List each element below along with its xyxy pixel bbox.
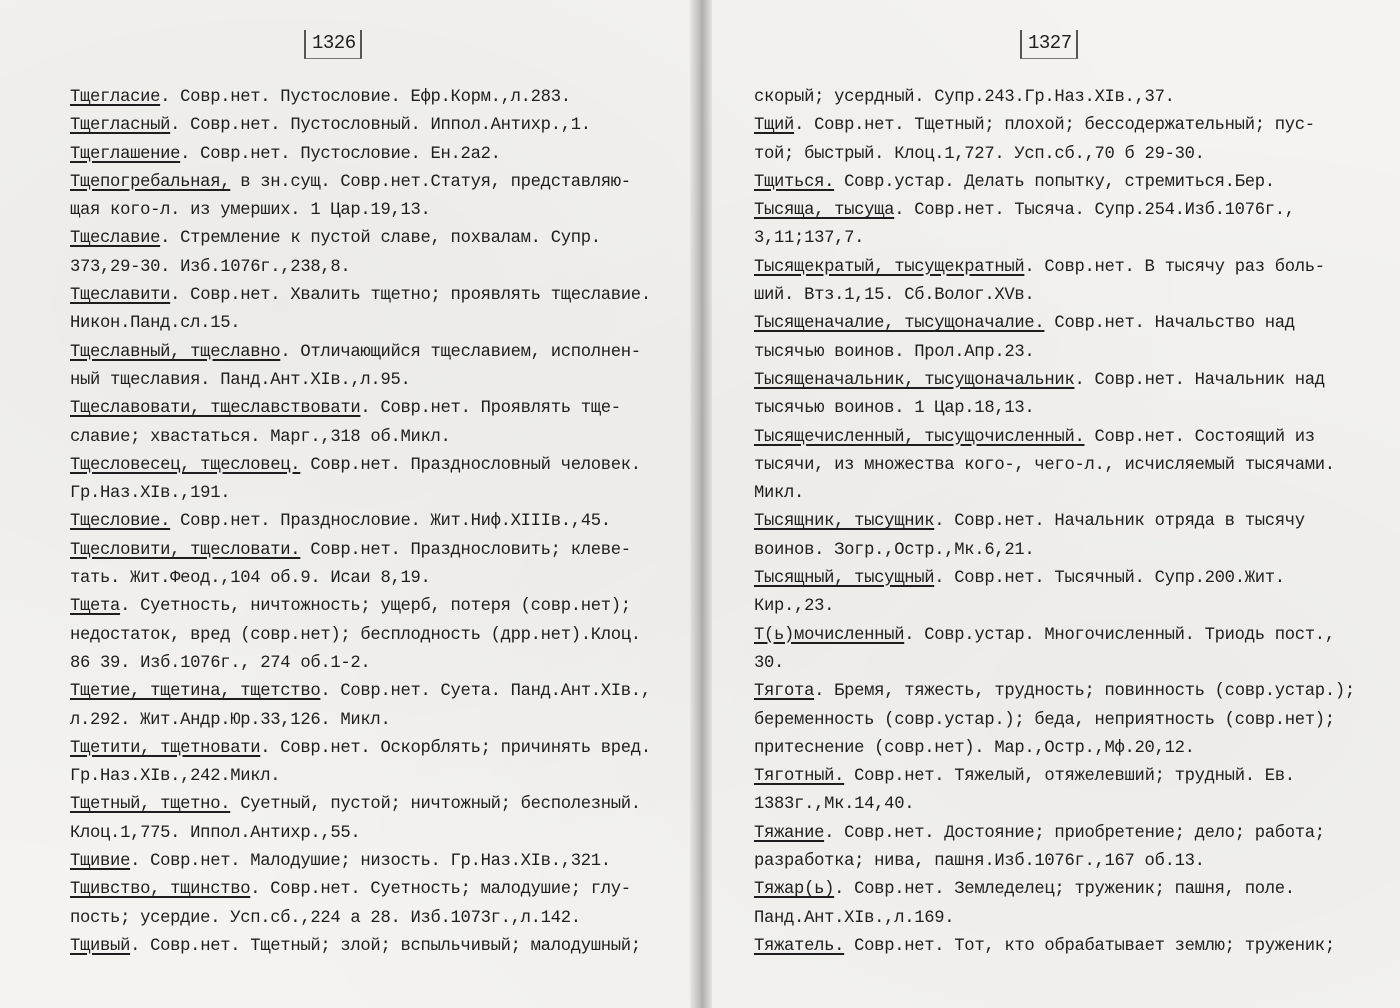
dictionary-line xyxy=(754,141,1394,169)
dictionary-line xyxy=(70,593,680,621)
dictionary-line xyxy=(70,339,680,367)
entry-text: . Совр.нет. Суета. Панд.Ант.XIв., xyxy=(320,682,651,702)
entry-text: . Совр.нет. Тщетный; злой; вспыльчивый; малодушный; xyxy=(130,936,641,956)
right-page-text xyxy=(754,84,1394,961)
entry-text: . Совр.нет. Пустословие. Ефр.Корм.,л.283. xyxy=(160,88,571,107)
headword: Тысящечисленный, тысущочисленный. xyxy=(754,427,1085,447)
headword: Тщесловие. xyxy=(70,512,171,532)
dictionary-line xyxy=(70,310,680,338)
headword: Тщивство, тщинство xyxy=(70,880,251,900)
headword: Тщеславити xyxy=(70,286,171,306)
dictionary-line xyxy=(754,169,1394,197)
dictionary-line xyxy=(754,310,1394,338)
headword: Тщегласный xyxy=(70,116,171,136)
entry-text: пость; усердие. Усп.сб.,224 а 28. Изб.1073г.,л.142. xyxy=(70,908,581,928)
dictionary-line xyxy=(70,820,680,848)
entry-text: тысячи, из множества кого-, чего-л., исчисляемый тысячами. xyxy=(754,455,1335,475)
dictionary-line xyxy=(754,508,1394,536)
dictionary-line xyxy=(70,452,680,480)
entry-text: . Совр.нет. Тщетный; плохой; бессодержательный; пус- xyxy=(794,116,1315,136)
headword: Тысящник, тысущник xyxy=(754,512,935,532)
dictionary-line xyxy=(754,537,1394,565)
entry-text: тысячью воинов. Прол.Апр.23. xyxy=(754,342,1035,362)
dictionary-line xyxy=(754,225,1394,253)
dictionary-line xyxy=(754,367,1394,395)
entry-text: . Совр.нет. Проявлять тще- xyxy=(360,399,621,419)
dictionary-line xyxy=(70,480,680,508)
headword: Тщетити, тщетновати xyxy=(70,738,261,758)
dictionary-line xyxy=(754,791,1394,819)
headword: Тщивие xyxy=(70,852,131,872)
dictionary-line xyxy=(754,112,1394,140)
dictionary-line xyxy=(70,141,680,169)
dictionary-line xyxy=(754,84,1394,112)
dictionary-line xyxy=(70,508,680,536)
headword: Тяготный. xyxy=(754,767,845,787)
entry-text: . Совр.нет. Достояние; приобретение; дело; работа; xyxy=(824,823,1325,843)
dictionary-line xyxy=(70,848,680,876)
dictionary-line xyxy=(70,565,680,593)
entry-text: скорый; усердный. Супр.243.Гр.Наз.XIв.,37. xyxy=(754,88,1175,107)
entry-text: . Совр.нет. Тысяча. Супр.254.Изб.1076г., xyxy=(894,201,1295,221)
dictionary-line xyxy=(754,707,1394,735)
headword: Тщесловити, тщесловати. xyxy=(70,540,301,560)
headword: Тысящекратый, тысущекратный xyxy=(754,257,1025,277)
entry-text: . Совр.устар. Многочисленный. Триодь пост., xyxy=(904,625,1335,645)
entry-text: . Совр.нет. Оскорблять; причинять вред. xyxy=(260,738,651,758)
entry-text: Совр.нет. Празднословие. Жит.Ниф.XIIIв.,45. xyxy=(170,512,611,532)
dictionary-line xyxy=(70,367,680,395)
dictionary-line xyxy=(70,763,680,791)
entry-text: притеснение (совр.нет). Мар.,Остр.,Мф.20,12. xyxy=(754,738,1195,758)
dictionary-line xyxy=(70,933,680,961)
dictionary-line xyxy=(754,735,1394,763)
headword: Тщеславовати, тщеславствовати xyxy=(70,399,361,419)
entry-text: Совр.нет. Начальство над xyxy=(1044,314,1295,334)
entry-text: . Совр.нет. Хвалить тщетно; проявлять тщеславие. xyxy=(170,286,651,306)
entry-text: . Совр.нет. Пустословный. Иппол.Антихр.,1. xyxy=(170,116,591,136)
page-number: 1327 xyxy=(1020,30,1078,59)
dictionary-line xyxy=(70,537,680,565)
dictionary-line xyxy=(70,112,680,140)
dictionary-line xyxy=(70,254,680,282)
dictionary-line xyxy=(754,876,1394,904)
dictionary-line xyxy=(754,650,1394,678)
entry-text: щая кого-л. из умерших. 1 Цар.19,13. xyxy=(70,201,431,221)
headword: Тщеславие xyxy=(70,229,161,249)
dictionary-line xyxy=(754,848,1394,876)
entry-text: ный тщеславия. Панд.Ант.XIв.,л.95. xyxy=(70,370,411,390)
headword: Тщета xyxy=(70,597,121,617)
dictionary-line xyxy=(754,905,1394,933)
dictionary-line xyxy=(754,622,1394,650)
dictionary-line xyxy=(754,480,1394,508)
headword: Тяжатель. xyxy=(754,936,845,956)
headword: Тщиться. xyxy=(754,172,835,192)
entry-text: беременность (совр.устар.); беда, неприятность (совр.нет); xyxy=(754,710,1335,730)
entry-text: в зн.сущ. Совр.нет.Статуя, представляю- xyxy=(230,172,631,192)
left-page-text xyxy=(70,84,680,961)
entry-text: разработка; нива, пашня.Изб.1076г.,167 об.13. xyxy=(754,852,1205,872)
dictionary-line xyxy=(754,339,1394,367)
dictionary-line xyxy=(70,395,680,423)
headword: Тщеглашение xyxy=(70,144,181,164)
headword: Тяжар(ь) xyxy=(754,880,835,900)
dictionary-line xyxy=(70,707,680,735)
entry-text: Совр.нет. Празднословный человек. xyxy=(300,455,641,475)
entry-text: . Совр.нет. Начальник над xyxy=(1074,370,1325,390)
entry-text: Панд.Ант.XIв.,л.169. xyxy=(754,908,955,928)
headword: Тысяща, тысуща xyxy=(754,201,895,221)
dictionary-line xyxy=(70,678,680,706)
headword: Тщегласие xyxy=(70,88,161,107)
entry-text: Кир.,23. xyxy=(754,597,835,617)
dictionary-line xyxy=(70,735,680,763)
dictionary-line xyxy=(754,424,1394,452)
entry-text: . Совр.нет. В тысячу раз боль- xyxy=(1024,257,1325,277)
entry-text: 373,29-30. Изб.1076г.,238,8. xyxy=(70,257,351,277)
dictionary-line xyxy=(70,197,680,225)
headword: Тщивый xyxy=(70,936,131,956)
entry-text: 86 39. Изб.1076г., 274 об.1-2. xyxy=(70,653,371,673)
book-gutter xyxy=(690,0,712,1008)
dictionary-line xyxy=(70,622,680,650)
headword: Тягота xyxy=(754,682,815,702)
right-page xyxy=(712,0,1400,1008)
headword: Т(ь)мочисленный xyxy=(754,625,905,645)
entry-text: Никон.Панд.сл.15. xyxy=(70,314,241,334)
headword: Тщеславный, тщеславно xyxy=(70,342,281,362)
dictionary-line xyxy=(754,254,1394,282)
entry-text: . Совр.нет. Начальник отряда в тысячу xyxy=(934,512,1305,532)
headword: Тысященачальник, тысущоначальник xyxy=(754,370,1075,390)
dictionary-line xyxy=(754,820,1394,848)
entry-text: 3,11;137,7. xyxy=(754,229,865,249)
entry-text: 1383г.,Мк.14,40. xyxy=(754,795,915,815)
left-page xyxy=(0,0,690,1008)
entry-text: Совр.нет. Тяжелый, отяжелевший; трудный. Ев. xyxy=(844,767,1295,787)
entry-text: . Совр.нет. Суетность; малодушие; глу- xyxy=(250,880,631,900)
dictionary-line xyxy=(754,452,1394,480)
dictionary-line xyxy=(70,424,680,452)
entry-text: недостаток, вред (совр.нет); бесплодность (дрр.нет).Клоц. xyxy=(70,625,641,645)
entry-text: . Совр.нет. Тысячный. Супр.200.Жит. xyxy=(934,569,1285,589)
dictionary-line xyxy=(754,197,1394,225)
entry-text: Совр.нет. Состоящий из xyxy=(1084,427,1315,447)
headword: Тяжание xyxy=(754,823,825,843)
dictionary-line xyxy=(754,282,1394,310)
dictionary-line xyxy=(754,593,1394,621)
dictionary-line xyxy=(70,282,680,310)
headword: Тысященачалие, тысущоначалие. xyxy=(754,314,1045,334)
page-number: 1326 xyxy=(304,30,362,59)
entry-text: Совр.нет. Тот, кто обрабатывает землю; труженик; xyxy=(844,936,1335,956)
headword: Тщий xyxy=(754,116,795,136)
entry-text: Совр.нет. Празднословить; клеве- xyxy=(300,540,631,560)
entry-text: Совр.устар. Делать попытку, стремиться.Бер. xyxy=(834,172,1275,192)
headword: Тщетие, тщетина, тщетство xyxy=(70,682,321,702)
entry-text: воинов. Зогр.,Остр.,Мк.6,21. xyxy=(754,540,1035,560)
entry-text: . Суетность, ничтожность; ущерб, потеря (совр.нет); xyxy=(120,597,631,617)
entry-text: 30. xyxy=(754,653,785,673)
dictionary-line xyxy=(70,650,680,678)
entry-text: Микл. xyxy=(754,484,805,504)
entry-text: славие; хвастаться. Марг.,318 об.Микл. xyxy=(70,427,451,447)
entry-text: ший. Втз.1,15. Сб.Волог.XVв. xyxy=(754,286,1035,306)
dictionary-line xyxy=(754,933,1394,961)
dictionary-line xyxy=(70,791,680,819)
entry-text: . Совр.нет. Пустословие. Ен.2а2. xyxy=(180,144,501,164)
dictionary-line xyxy=(754,763,1394,791)
headword: Тысящный, тысущный xyxy=(754,569,935,589)
headword: Тщепогребальная, xyxy=(70,172,231,192)
entry-text: Клоц.1,775. Иппол.Антихр.,55. xyxy=(70,823,361,843)
dictionary-line xyxy=(70,905,680,933)
headword: Тщесловесец, тщесловец. xyxy=(70,455,301,475)
entry-text: Суетный, пустой; ничтожный; бесполезный. xyxy=(230,795,641,815)
dictionary-line xyxy=(754,565,1394,593)
entry-text: . Совр.нет. Земледелец; труженик; пашня, поле. xyxy=(834,880,1295,900)
entry-text: той; быстрый. Клоц.1,727. Усп.сб.,70 б 29-30. xyxy=(754,144,1205,164)
entry-text: Гр.Наз.XIв.,191. xyxy=(70,484,231,504)
dictionary-line xyxy=(754,395,1394,423)
dictionary-line xyxy=(70,876,680,904)
entry-text: тысячью воинов. 1 Цар.18,13. xyxy=(754,399,1035,419)
entry-text: л.292. Жит.Андр.Юр.33,126. Микл. xyxy=(70,710,391,730)
entry-text: . Отличающийся тщеславием, исполнен- xyxy=(280,342,641,362)
dictionary-line xyxy=(70,169,680,197)
dictionary-line xyxy=(70,225,680,253)
entry-text: . Совр.нет. Малодушие; низость. Гр.Наз.XIв.,321. xyxy=(130,852,611,872)
entry-text: Гр.Наз.XIв.,242.Микл. xyxy=(70,767,281,787)
entry-text: . Стремление к пустой славе, похвалам. Супр. xyxy=(160,229,601,249)
dictionary-line xyxy=(754,678,1394,706)
dictionary-line xyxy=(70,84,680,112)
entry-text: . Бремя, тяжесть, трудность; повинность (совр.устар.); xyxy=(814,682,1355,702)
headword: Тщетный, тщетно. xyxy=(70,795,231,815)
entry-text: тать. Жит.Феод.,104 об.9. Исаи 8,19. xyxy=(70,569,431,589)
